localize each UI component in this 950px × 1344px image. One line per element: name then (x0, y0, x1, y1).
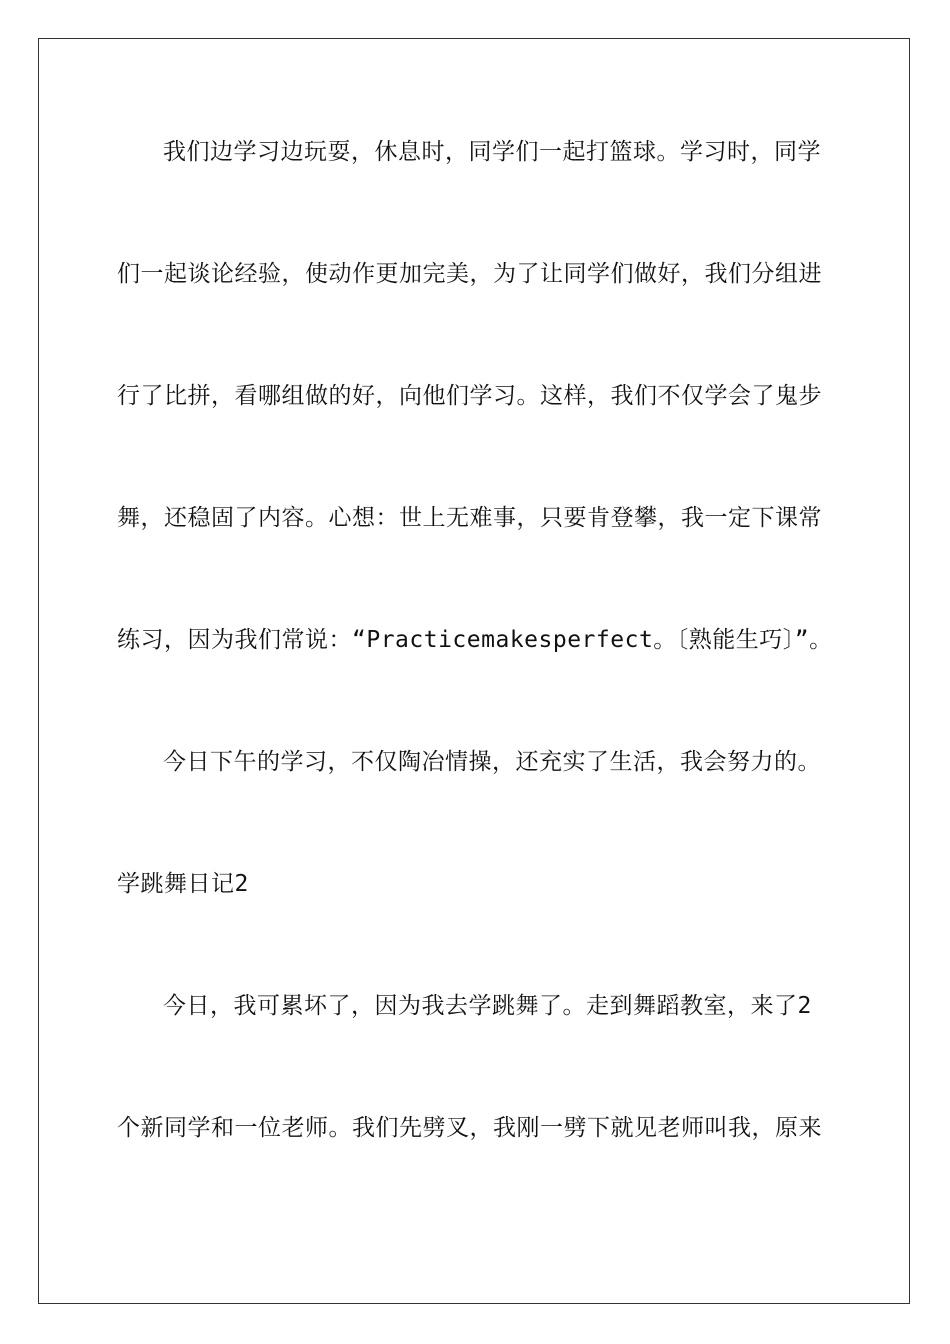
paragraph-line: 今日，我可累坏了，因为我去学跳舞了。走到舞蹈教室，来了2 (163, 993, 812, 1019)
paragraph-line: 舞，还稳固了内容。心想：世上无难事，只要肯登攀，我一定下课常 (117, 505, 822, 531)
paragraph-line: 行了比拼，看哪组做的好，向他们学习。这样，我们不仅学会了鬼步 (117, 383, 822, 409)
paragraph-line: 我们边学习边玩耍，休息时，同学们一起打篮球。学习时，同学 (163, 139, 821, 165)
paragraph-line: 练习，因为我们常说：“Practicemakesperfect。〔熟能生巧〕”。 (117, 627, 833, 653)
paragraph-line: 个新同学和一位老师。我们先劈叉，我刚一劈下就见老师叫我，原来 (117, 1115, 822, 1141)
paragraph-line: 们一起谈论经验，使动作更加完美，为了让同学们做好，我们分组进 (117, 261, 822, 287)
paragraph-line: 今日下午的学习，不仅陶冶情操，还充实了生活，我会努力的。 (163, 749, 821, 775)
section-heading: 学跳舞日记2 (117, 871, 249, 897)
